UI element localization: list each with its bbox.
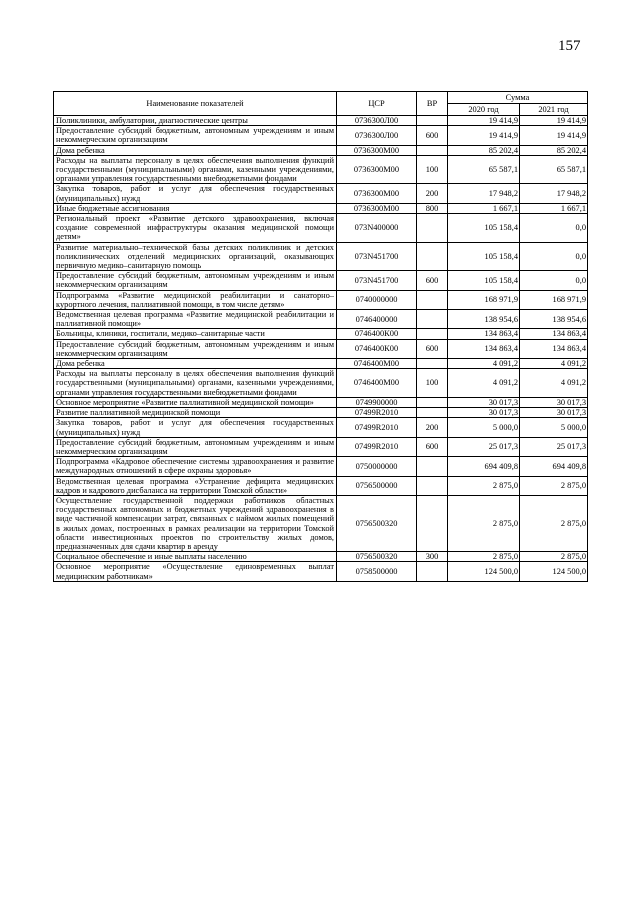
row-sum-2021: 25 017,3 xyxy=(520,437,588,456)
row-vr: 600 xyxy=(417,437,448,456)
row-sum-2021: 4 091,2 xyxy=(520,359,588,369)
row-vr xyxy=(417,476,448,495)
row-csr: 0756500000 xyxy=(337,476,417,495)
row-csr: 0736300Л00 xyxy=(337,126,417,145)
table-row xyxy=(54,271,588,290)
row-sum-2021: 30 017,3 xyxy=(520,408,588,418)
row-vr: 800 xyxy=(417,203,448,213)
row-sum-2021: 134 863,4 xyxy=(520,339,588,358)
table-row xyxy=(54,359,588,369)
row-vr: 600 xyxy=(417,126,448,145)
row-vr: 300 xyxy=(417,552,448,562)
row-name: Закупка товаров, работ и услуг для обеспечения государственных (муниципальных) нужд xyxy=(54,418,337,437)
row-sum-2020: 2 875,0 xyxy=(448,476,520,495)
table-row xyxy=(54,476,588,495)
row-sum-2020: 19 414,9 xyxy=(448,116,520,126)
row-name: Осуществление государственной поддержки работников областных государственных автономных и бюджетных учреждений здравоохранения в виде частичной компенсации затрат, связанных с наймом жилых помещений в жилых домах, построенных в рамках реализации на территории Томской области инвестиционных проектов по строительству жилых домов, предназначенных для сдачи квартир в аренду xyxy=(54,495,337,551)
row-sum-2021: 17 948,2 xyxy=(520,184,588,203)
row-csr: 0749900000 xyxy=(337,397,417,407)
row-vr xyxy=(417,562,448,581)
header-name: Наименование показателей xyxy=(54,92,337,116)
header-sum: Сумма xyxy=(448,92,588,104)
row-csr: 0758500000 xyxy=(337,562,417,581)
row-sum-2020: 168 971,9 xyxy=(448,290,520,309)
row-sum-2021: 124 500,0 xyxy=(520,562,588,581)
row-sum-2021: 1 667,1 xyxy=(520,203,588,213)
row-vr xyxy=(417,145,448,155)
row-vr xyxy=(417,214,448,243)
row-name: Подпрограмма «Кадровое обеспечение системы здравоохранения и развитие международных отношений в сфере охраны здоровья» xyxy=(54,457,337,476)
row-name: Региональный проект «Развитие детского здравоохранения, включая создание современной инфраструктуры оказания медицинской помощи детям» xyxy=(54,214,337,243)
row-sum-2020: 105 158,4 xyxy=(448,242,520,271)
row-vr xyxy=(417,408,448,418)
row-name: Социальное обеспечение и иные выплаты населению xyxy=(54,552,337,562)
row-csr: 0746400К00 xyxy=(337,329,417,339)
row-vr: 200 xyxy=(417,418,448,437)
table-row xyxy=(54,397,588,407)
row-sum-2021: 0,0 xyxy=(520,214,588,243)
table-row xyxy=(54,155,588,184)
table-row xyxy=(54,552,588,562)
row-csr: 0756500320 xyxy=(337,495,417,551)
row-name: Ведомственная целевая программа «Устранение дефицита медицинских кадров и кадрового дисбаланса на территории Томской области» xyxy=(54,476,337,495)
row-csr: 073N451700 xyxy=(337,271,417,290)
table-body xyxy=(54,116,588,582)
table-row xyxy=(54,126,588,145)
row-csr: 0736300Л00 xyxy=(337,116,417,126)
row-name: Поликлиники, амбулатории, диагностические центры xyxy=(54,116,337,126)
table-row xyxy=(54,329,588,339)
row-sum-2021: 30 017,3 xyxy=(520,397,588,407)
table-row xyxy=(54,339,588,358)
row-vr xyxy=(417,116,448,126)
row-vr xyxy=(417,495,448,551)
row-sum-2021: 2 875,0 xyxy=(520,552,588,562)
row-name: Иные бюджетные ассигнования xyxy=(54,203,337,213)
row-sum-2021: 694 409,8 xyxy=(520,457,588,476)
row-name: Подпрограмма «Развитие медицинской реабилитации и санаторно–курортного лечения, паллиативной помощи, в том числе детям» xyxy=(54,290,337,309)
row-name: Дома ребенка xyxy=(54,359,337,369)
table-row xyxy=(54,214,588,243)
budget-table xyxy=(53,91,588,582)
row-csr: 0736300М00 xyxy=(337,155,417,184)
row-csr: 0740000000 xyxy=(337,290,417,309)
row-sum-2020: 30 017,3 xyxy=(448,397,520,407)
row-csr: 07499R2010 xyxy=(337,408,417,418)
table-row xyxy=(54,418,588,437)
table-row xyxy=(54,184,588,203)
table-row xyxy=(54,495,588,551)
row-sum-2021: 134 863,4 xyxy=(520,329,588,339)
row-vr xyxy=(417,329,448,339)
row-sum-2020: 19 414,9 xyxy=(448,126,520,145)
table-header xyxy=(54,92,588,116)
row-sum-2020: 5 000,0 xyxy=(448,418,520,437)
row-csr: 0736300М00 xyxy=(337,184,417,203)
table-row xyxy=(54,145,588,155)
row-sum-2020: 2 875,0 xyxy=(448,552,520,562)
row-name: Основное мероприятие «Развитие паллиативной медицинской помощи» xyxy=(54,397,337,407)
row-vr xyxy=(417,310,448,329)
row-sum-2020: 4 091,2 xyxy=(448,359,520,369)
row-sum-2021: 4 091,2 xyxy=(520,369,588,398)
row-name: Развитие материально–технической базы детских поликлиник и детских поликлинических отделений медицинских организаций, оказывающих первичную медико–санитарную помощь xyxy=(54,242,337,271)
row-name: Предоставление субсидий бюджетным, автономным учреждениям и иным некоммерческим организациям xyxy=(54,339,337,358)
row-sum-2020: 124 500,0 xyxy=(448,562,520,581)
row-csr: 07499R2010 xyxy=(337,418,417,437)
row-sum-2021: 168 971,9 xyxy=(520,290,588,309)
header-year-2020: 2020 год xyxy=(448,104,520,116)
row-sum-2021: 5 000,0 xyxy=(520,418,588,437)
row-csr: 0736300М00 xyxy=(337,203,417,213)
table-row xyxy=(54,290,588,309)
table-row xyxy=(54,562,588,581)
row-vr: 600 xyxy=(417,339,448,358)
row-sum-2020: 105 158,4 xyxy=(448,271,520,290)
row-vr xyxy=(417,290,448,309)
row-name: Закупка товаров, работ и услуг для обеспечения государственных (муниципальных) нужд xyxy=(54,184,337,203)
row-sum-2021: 19 414,9 xyxy=(520,116,588,126)
row-sum-2020: 105 158,4 xyxy=(448,214,520,243)
header-csr: ЦСР xyxy=(337,92,417,116)
row-name: Расходы на выплаты персоналу в целях обеспечения выполнения функций государственными (муниципальными) органами, казенными учреждениями, органами управления государственными внебюджетными фондами xyxy=(54,369,337,398)
row-sum-2020: 65 587,1 xyxy=(448,155,520,184)
row-name: Больницы, клиники, госпитали, медико–санитарные части xyxy=(54,329,337,339)
row-sum-2020: 17 948,2 xyxy=(448,184,520,203)
row-name: Основное мероприятие «Осуществление единовременных выплат медицинским работникам» xyxy=(54,562,337,581)
row-csr: 0746400К00 xyxy=(337,339,417,358)
row-sum-2021: 0,0 xyxy=(520,271,588,290)
row-sum-2020: 4 091,2 xyxy=(448,369,520,398)
header-year-2021: 2021 год xyxy=(520,104,588,116)
row-sum-2020: 138 954,6 xyxy=(448,310,520,329)
table-row xyxy=(54,203,588,213)
row-sum-2021: 138 954,6 xyxy=(520,310,588,329)
row-sum-2021: 85 202,4 xyxy=(520,145,588,155)
row-vr: 100 xyxy=(417,369,448,398)
row-name: Предоставление субсидий бюджетным, автономным учреждениям и иным некоммерческим организациям xyxy=(54,437,337,456)
table-row xyxy=(54,310,588,329)
row-name: Предоставление субсидий бюджетным, автономным учреждениям и иным некоммерческим организациям xyxy=(54,126,337,145)
row-csr: 073N451700 xyxy=(337,242,417,271)
row-name: Дома ребенка xyxy=(54,145,337,155)
row-name: Расходы на выплаты персоналу в целях обеспечения выполнения функций государственными (муниципальными) органами, казенными учреждениями, органами управления государственными внебюджетными фондами xyxy=(54,155,337,184)
row-name: Развитие паллиативной медицинской помощи xyxy=(54,408,337,418)
row-csr: 0746400М00 xyxy=(337,369,417,398)
row-csr: 0746400000 xyxy=(337,310,417,329)
row-name: Предоставление субсидий бюджетным, автономным учреждениям и иным некоммерческим организациям xyxy=(54,271,337,290)
row-sum-2021: 2 875,0 xyxy=(520,495,588,551)
row-vr xyxy=(417,242,448,271)
table-row xyxy=(54,457,588,476)
row-sum-2021: 2 875,0 xyxy=(520,476,588,495)
row-vr xyxy=(417,457,448,476)
row-vr xyxy=(417,359,448,369)
row-csr: 07499R2010 xyxy=(337,437,417,456)
row-sum-2020: 2 875,0 xyxy=(448,495,520,551)
page-number: 157 xyxy=(558,38,581,54)
row-sum-2020: 1 667,1 xyxy=(448,203,520,213)
row-csr: 0756500320 xyxy=(337,552,417,562)
row-vr: 600 xyxy=(417,271,448,290)
row-vr: 100 xyxy=(417,155,448,184)
row-csr: 073N400000 xyxy=(337,214,417,243)
row-sum-2020: 30 017,3 xyxy=(448,408,520,418)
table-row xyxy=(54,437,588,456)
row-sum-2020: 134 863,4 xyxy=(448,329,520,339)
row-vr xyxy=(417,397,448,407)
row-sum-2020: 85 202,4 xyxy=(448,145,520,155)
table-row xyxy=(54,408,588,418)
row-csr: 0746400М00 xyxy=(337,359,417,369)
row-name: Ведомственная целевая программа «Развитие медицинской реабилитации и паллиативной помощи» xyxy=(54,310,337,329)
row-sum-2021: 65 587,1 xyxy=(520,155,588,184)
table-row xyxy=(54,116,588,126)
row-vr: 200 xyxy=(417,184,448,203)
row-sum-2020: 694 409,8 xyxy=(448,457,520,476)
row-sum-2021: 0,0 xyxy=(520,242,588,271)
row-sum-2020: 134 863,4 xyxy=(448,339,520,358)
row-csr: 0736300М00 xyxy=(337,145,417,155)
row-sum-2021: 19 414,9 xyxy=(520,126,588,145)
row-sum-2020: 25 017,3 xyxy=(448,437,520,456)
row-csr: 0750000000 xyxy=(337,457,417,476)
header-vr: ВР xyxy=(417,92,448,116)
table-row xyxy=(54,242,588,271)
table-row xyxy=(54,369,588,398)
